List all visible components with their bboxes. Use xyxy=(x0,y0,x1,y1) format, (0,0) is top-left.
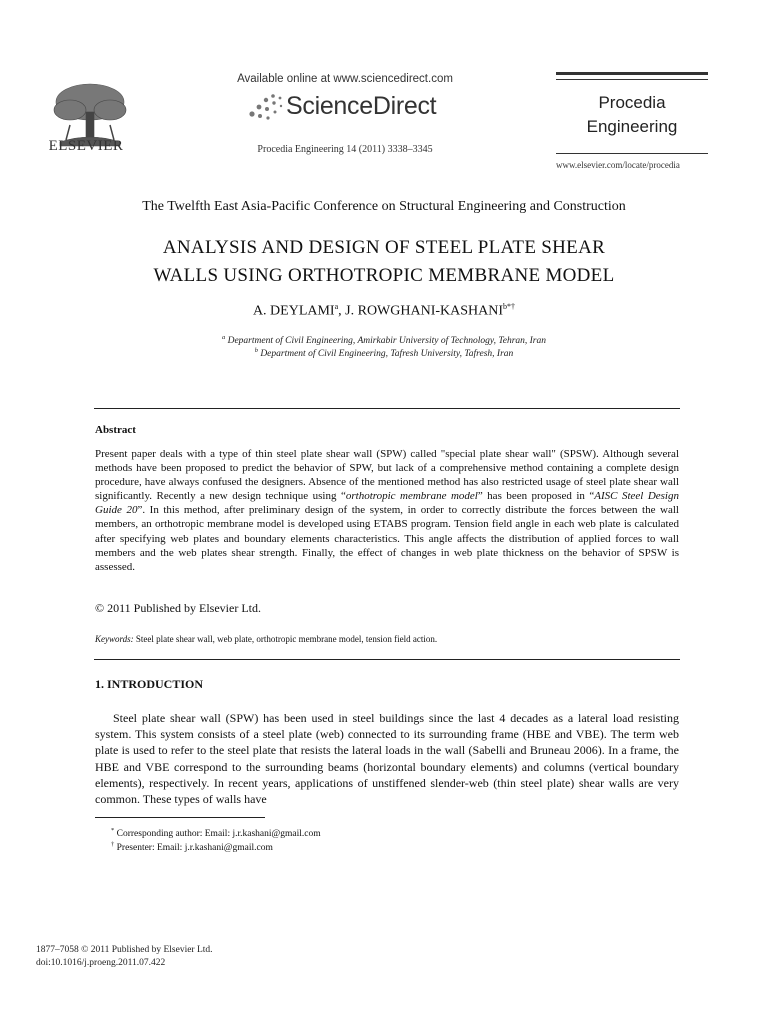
affiliation-b-mark: b xyxy=(254,347,258,354)
abstract-top-rule xyxy=(94,408,680,409)
author-1-mark: a xyxy=(334,302,339,311)
journal-citation: Procedia Engineering 14 (2011) 3338–3345 xyxy=(257,144,433,155)
footnote-rule xyxy=(95,817,265,818)
affiliation-a-text: Department of Civil Engineering, Amirkabir University of Technology, Tehran, Iran xyxy=(227,336,547,347)
available-online-text: Available online at www.sciencedirect.com xyxy=(237,73,453,85)
affiliation-b xyxy=(40,347,728,359)
paper-title xyxy=(40,234,728,290)
abstract-text-part2: ” has been proposed in “ xyxy=(477,490,595,503)
journal-box-rule xyxy=(556,79,708,80)
journal-name xyxy=(556,91,708,139)
sciencedirect-logo-text: ScienceDirect xyxy=(286,92,437,120)
abstract-heading: Abstract xyxy=(95,424,136,436)
keywords-list: Steel plate shear wall, web plate, orthotropic membrane model, tension field action. xyxy=(133,634,438,644)
journal-name-line1: Procedia xyxy=(598,93,666,112)
abstract-italic-guide: AISC Steel Design Guide 20 xyxy=(95,490,679,517)
abstract-text xyxy=(95,447,679,574)
abstract-bottom-rule xyxy=(94,659,680,660)
elsevier-wordmark: ELSEVIER xyxy=(48,138,124,154)
footnote-1-mark: * xyxy=(111,827,115,834)
doi-line[interactable]: doi:10.1016/j.proeng.2011.07.422 xyxy=(36,958,166,968)
introduction-heading: 1. INTRODUCTION xyxy=(95,677,204,691)
title-line1: ANALYSIS AND DESIGN OF STEEL PLATE SHEAR xyxy=(162,237,606,258)
affiliation-a-mark: a xyxy=(221,334,226,341)
footnote-1-text: Corresponding author: Email: j.r.kashani@gmail.com xyxy=(116,829,321,840)
abstract-italic-model: orthotropic membrane model xyxy=(345,490,478,503)
introduction-text: Steel plate shear wall (SPW) has been used in steel buildings since the last 4 decades as a lateral load resisting system. This system consists of a steel plate (web) connected to its surrounding frame (HBE and VBE). The term web plate is used to refer to the steel plate that resists the lateral loads in the wall (Sabelli and Bruneau 2006). In a frame, the HBE and VBE correspond to the surrounding beams (horizontal boundary elements) and columns (vertical boundary elements), respectively. In recent years, applications of unstiffened slender-web (thin steel plate) shear walls are very common. These types of walls have xyxy=(95,711,679,807)
author-1: A. DEYLAMI xyxy=(252,303,335,319)
author-separator: , xyxy=(338,303,346,319)
journal-url[interactable]: www.elsevier.com/locate/procedia xyxy=(556,160,680,170)
sciencedirect-dots-icon xyxy=(246,92,284,122)
author-list xyxy=(40,302,728,320)
footnote-2-mark: † xyxy=(111,841,115,848)
author-2-mark: b*† xyxy=(503,302,516,311)
abstract-text-part1: Present paper deals with a type of thin steel plate shear wall (SPW) called "special plate shear wall" (SPSW). Although several methods have been proposed to predict the behavior of SPW, but lack of a comprehensive method containing a complete design procedure, have always confused the designers. Absence of the mentioned method has also restricted usage of steel plate shear wall significantly. Recently a new design technique using “ xyxy=(95,448,679,503)
footnote-2-text: Presenter: Email: j.r.kashani@gmail.com xyxy=(116,843,273,854)
footnote-presenter xyxy=(111,841,273,853)
keywords-label: Keywords: xyxy=(95,634,134,644)
affiliation-a xyxy=(40,334,728,346)
copyright-notice: © 2011 Published by Elsevier Ltd. xyxy=(95,601,261,615)
abstract-text-part3: ”. In this method, after preliminary design of the system, in order to correctly distribute the forces between the wall members, an orthotropic membrane model is developed using ETABS program. Tension field angle in each web plate is calculated after specifying web plates and boundary elements characteristics. This angle affects the distribution of applied forces to wall members and the web plates shear strength. Finally, the effect of changes in web plate thickness on the behavior of SPSW is assessed. xyxy=(95,504,679,573)
journal-name-line2: Engineering xyxy=(586,117,678,136)
affiliation-b-text: Department of Civil Engineering, Tafresh University, Tafresh, Iran xyxy=(260,349,514,360)
conference-name: The Twelfth East Asia-Pacific Conference on Structural Engineering and Construction xyxy=(142,199,626,214)
footnote-corresponding xyxy=(111,827,321,839)
journal-title-box xyxy=(556,72,708,154)
title-line2: WALLS USING ORTHOTROPIC MEMBRANE MODEL xyxy=(153,265,615,286)
issn-line: 1877–7058 © 2011 Published by Elsevier Ltd. xyxy=(36,945,213,955)
keywords xyxy=(95,634,437,644)
author-2: J. ROWGHANI-KASHANI xyxy=(345,303,504,319)
